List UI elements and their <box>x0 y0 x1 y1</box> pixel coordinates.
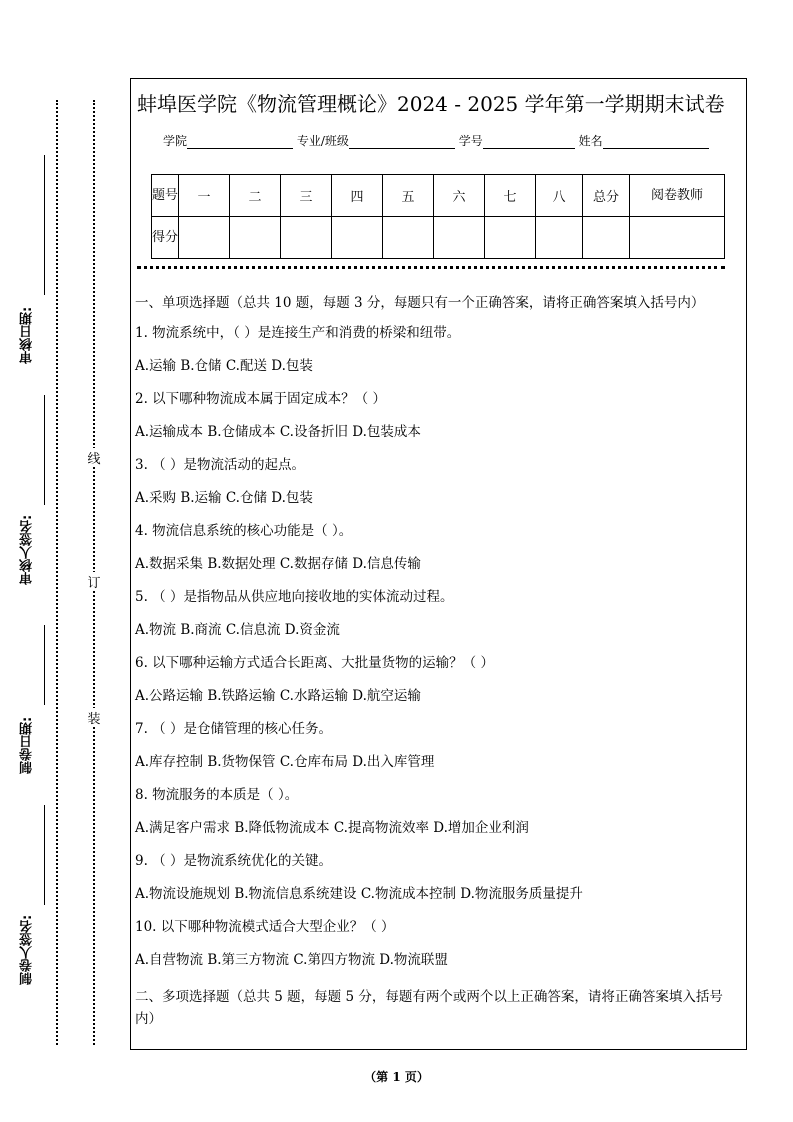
make-date-line <box>44 625 45 705</box>
score-cell[interactable] <box>485 217 536 259</box>
name-field[interactable] <box>603 136 709 149</box>
maker-sign-line <box>44 805 45 905</box>
question-options: A.库存控制 B.货物保管 C.仓库布局 D.出入库管理 <box>135 754 435 770</box>
question: 8. 物流服务的本质是（ ）。 <box>135 787 299 803</box>
question: 7. （ ）是仓储管理的核心任务。 <box>135 721 332 737</box>
col-header: 七 <box>485 175 536 217</box>
question-options: A.运输 B.仓储 C.配送 D.包装 <box>135 358 313 374</box>
student-info-row <box>163 132 709 149</box>
exam-title: 蚌埠医学院《物流管理概论》2024 - 2025 学年第一学期期末试卷 <box>137 92 725 116</box>
score-cell[interactable] <box>332 217 383 259</box>
maker-sign-label: 制卷人签名: <box>20 914 35 986</box>
question: 4. 物流信息系统的核心功能是（ ）。 <box>135 523 353 539</box>
col-header: 二 <box>230 175 281 217</box>
row-label-question-no: 题号 <box>152 175 179 217</box>
score-cell-total[interactable] <box>583 217 630 259</box>
make-date-label: 制卷日期: <box>20 716 35 774</box>
question-options: A.运输成本 B.仓储成本 C.设备折旧 D.包装成本 <box>135 424 421 440</box>
row-label-score: 得分 <box>152 217 179 259</box>
student-id-field[interactable] <box>483 136 575 149</box>
question-options: A.采购 B.运输 C.仓储 D.包装 <box>135 490 313 506</box>
question: 5. （ ）是指物品从供应地向接收地的实体流动过程。 <box>135 589 454 605</box>
score-cell[interactable] <box>281 217 332 259</box>
binding-char-zhuang: 装 <box>86 708 102 727</box>
question-options: A.公路运输 B.铁路运输 C.水路运输 D.航空运输 <box>135 688 421 704</box>
col-header: 一 <box>179 175 230 217</box>
col-header-total: 总分 <box>583 175 630 217</box>
college-label: 学院 <box>163 134 188 148</box>
page-footer: （第 1 页） <box>364 1070 429 1084</box>
score-cell[interactable] <box>434 217 485 259</box>
question-options: A.物流 B.商流 C.信息流 D.资金流 <box>135 622 340 638</box>
score-cell[interactable] <box>383 217 434 259</box>
question: 1. 物流系统中，（ ）是连接生产和消费的桥梁和纽带。 <box>135 325 461 341</box>
score-cell[interactable] <box>230 217 281 259</box>
auditor-sign-label: 审核人签名: <box>20 514 35 586</box>
question-options: A.自营物流 B.第三方物流 C.第四方物流 D.物流联盟 <box>135 952 448 968</box>
question: 10. 以下哪种物流模式适合大型企业？（ ） <box>135 919 395 935</box>
col-header: 四 <box>332 175 383 217</box>
score-table <box>151 174 725 259</box>
section1-heading: 一、单项选择题（总共 10 题，每题 3 分，每题只有一个正确答案，请将正确答案填入括号内） <box>135 295 705 311</box>
audit-date-label: 审核日期: <box>20 306 35 364</box>
auditor-sign-line <box>44 395 45 505</box>
major-class-label: 专业/班级 <box>296 134 349 148</box>
question: 9. （ ）是物流系统优化的关键。 <box>135 853 332 869</box>
name-label: 姓名 <box>578 134 603 148</box>
major-class-field[interactable] <box>349 136 455 149</box>
audit-date-line <box>44 155 45 295</box>
score-cell[interactable] <box>536 217 583 259</box>
binding-dotted-line <box>56 100 58 1045</box>
question-options: A.数据采集 B.数据处理 C.数据存储 D.信息传输 <box>135 556 421 572</box>
question-options: A.满足客户需求 B.降低物流成本 C.提高物流效率 D.增加企业利润 <box>135 820 529 836</box>
binding-char-line: 线 <box>86 448 102 467</box>
col-header: 五 <box>383 175 434 217</box>
col-header-grader: 阅卷教师 <box>630 175 725 217</box>
col-header: 六 <box>434 175 485 217</box>
question: 3. （ ）是物流活动的起点。 <box>135 457 305 473</box>
question: 2. 以下哪种物流成本属于固定成本？（ ） <box>135 391 386 407</box>
col-header: 三 <box>281 175 332 217</box>
separator-dotted-line <box>137 266 725 269</box>
section2-heading: 二、多项选择题（总共 5 题，每题 5 分，每题有两个或两个以上正确答案，请将正确答案填入括号内） <box>135 989 723 1027</box>
score-cell[interactable] <box>179 217 230 259</box>
student-id-label: 学号 <box>458 134 483 148</box>
question-options: A.物流设施规划 B.物流信息系统建设 C.物流成本控制 D.物流服务质量提升 <box>135 886 583 902</box>
col-header: 八 <box>536 175 583 217</box>
exam-content <box>135 292 740 1038</box>
score-cell-grader[interactable] <box>630 217 725 259</box>
question: 6. 以下哪种运输方式适合长距离、大批量货物的运输？（ ） <box>135 655 494 671</box>
binding-char-ding: 订 <box>86 572 102 591</box>
college-field[interactable] <box>187 136 293 149</box>
